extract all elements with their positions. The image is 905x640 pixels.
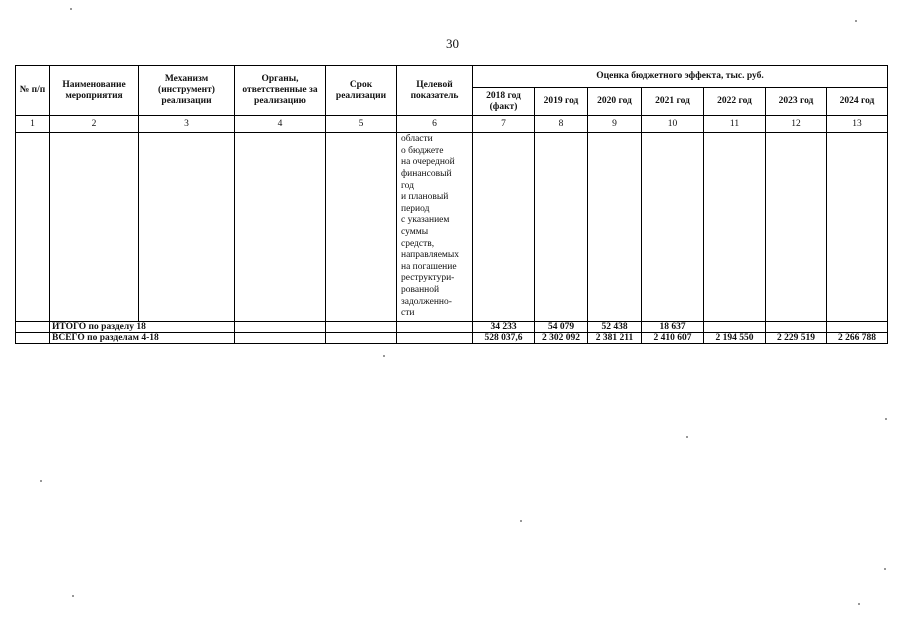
indicator-text-line: реструктури- — [401, 273, 455, 284]
column-number: 1 — [16, 116, 50, 133]
table-cell — [139, 133, 235, 322]
scan-speck — [40, 480, 42, 482]
indicator-text-line: на погашение — [401, 261, 457, 272]
table-cell — [704, 133, 766, 322]
table-cell — [16, 133, 50, 322]
scan-speck — [686, 436, 688, 438]
indicator-text-line: средств, — [401, 238, 435, 249]
table-cell — [642, 133, 704, 322]
column-number: 13 — [827, 116, 888, 133]
total-value-2018: 34 233 — [473, 322, 535, 333]
total-value-2024 — [827, 322, 888, 333]
grand-total-label: ВСЕГО по разделам 4-18 — [50, 333, 235, 344]
grand-total-value-2023: 2 229 519 — [766, 333, 827, 344]
scan-speck — [884, 568, 886, 570]
grand-total-value-2024: 2 266 788 — [827, 333, 888, 344]
header-budget-effect: Оценка бюджетного эффекта, тыс. руб. — [473, 66, 888, 88]
scan-speck — [72, 595, 74, 597]
scan-speck — [520, 520, 522, 522]
header-year-2019: 2019 год — [535, 88, 588, 116]
column-number: 6 — [397, 116, 473, 133]
column-number: 11 — [704, 116, 766, 133]
table-cell — [397, 322, 473, 333]
indicator-text-line: задолженно- — [401, 296, 452, 307]
header-year-2022: 2022 год — [704, 88, 766, 116]
indicator-text-line: области — [401, 134, 433, 145]
scan-speck — [70, 8, 72, 10]
budget-effect-table — [15, 65, 888, 344]
table-cell — [235, 322, 326, 333]
table-cell — [827, 133, 888, 322]
target-indicator-cell — [397, 133, 473, 322]
total-value-2021: 18 637 — [642, 322, 704, 333]
column-number: 8 — [535, 116, 588, 133]
total-value-2023 — [766, 322, 827, 333]
column-number: 4 — [235, 116, 326, 133]
table-cell — [766, 133, 827, 322]
table-cell — [235, 333, 326, 344]
page-number: 30 — [446, 36, 459, 51]
header-year-2018: 2018 год (факт) — [473, 88, 535, 116]
total-value-2020: 52 438 — [588, 322, 642, 333]
section-total-label: ИТОГО по разделу 18 — [50, 322, 235, 333]
indicator-text-line: суммы — [401, 227, 429, 237]
indicator-text-line: о бюджете — [401, 145, 444, 156]
header-mechanism: Механизм (инструмент) реализации — [139, 66, 235, 116]
indicator-text-line: с указанием — [401, 215, 450, 226]
column-number: 12 — [766, 116, 827, 133]
scan-speck — [885, 418, 887, 420]
scan-speck — [855, 20, 857, 22]
header-term: Срок реализации — [326, 66, 397, 116]
table-cell — [235, 133, 326, 322]
header-activity-name: Наименование мероприятия — [50, 66, 139, 116]
header-number: № п/п — [16, 66, 50, 116]
grand-total-value-2019: 2 302 092 — [535, 333, 588, 344]
table-cell — [326, 133, 397, 322]
indicator-text-line: финансовый — [401, 169, 452, 180]
column-number: 9 — [588, 116, 642, 133]
section-total-row — [16, 322, 888, 333]
header-responsible-bodies: Органы, ответственные за реализацию — [235, 66, 326, 116]
indicator-text-line: рованной — [401, 284, 440, 295]
column-number: 3 — [139, 116, 235, 133]
header-year-2023: 2023 год — [766, 88, 827, 116]
table-cell — [50, 133, 139, 322]
column-number: 2 — [50, 116, 139, 133]
column-number: 10 — [642, 116, 704, 133]
table-row — [16, 133, 888, 322]
total-value-2019: 54 079 — [535, 322, 588, 333]
header-year-2021: 2021 год — [642, 88, 704, 116]
column-number: 5 — [326, 116, 397, 133]
indicator-text-line: направляемых — [401, 250, 460, 261]
table-cell — [16, 322, 50, 333]
scan-speck — [383, 355, 385, 357]
indicator-text-line: сти — [401, 308, 415, 319]
indicator-text-line: год — [401, 180, 414, 191]
table-cell — [16, 333, 50, 344]
grand-total-value-2022: 2 194 550 — [704, 333, 766, 344]
table-cell — [588, 133, 642, 322]
indicator-text-line: на очередной — [401, 157, 455, 168]
grand-total-value-2018: 528 037,6 — [473, 333, 535, 344]
table-cell — [397, 333, 473, 344]
scan-speck — [858, 603, 860, 605]
table-cell — [473, 133, 535, 322]
column-number-row — [16, 116, 888, 133]
grand-total-value-2020: 2 381 211 — [588, 333, 642, 344]
indicator-text-line: период — [401, 203, 430, 214]
total-value-2022 — [704, 322, 766, 333]
header-year-2024: 2024 год — [827, 88, 888, 116]
grand-total-row — [16, 333, 888, 344]
indicator-text-line: и плановый — [401, 192, 449, 203]
grand-total-value-2021: 2 410 607 — [642, 333, 704, 344]
table-cell — [326, 333, 397, 344]
table-cell — [326, 322, 397, 333]
header-year-2020: 2020 год — [588, 88, 642, 116]
table-cell — [535, 133, 588, 322]
column-number: 7 — [473, 116, 535, 133]
header-target-indicator: Целевой показатель — [397, 66, 473, 116]
